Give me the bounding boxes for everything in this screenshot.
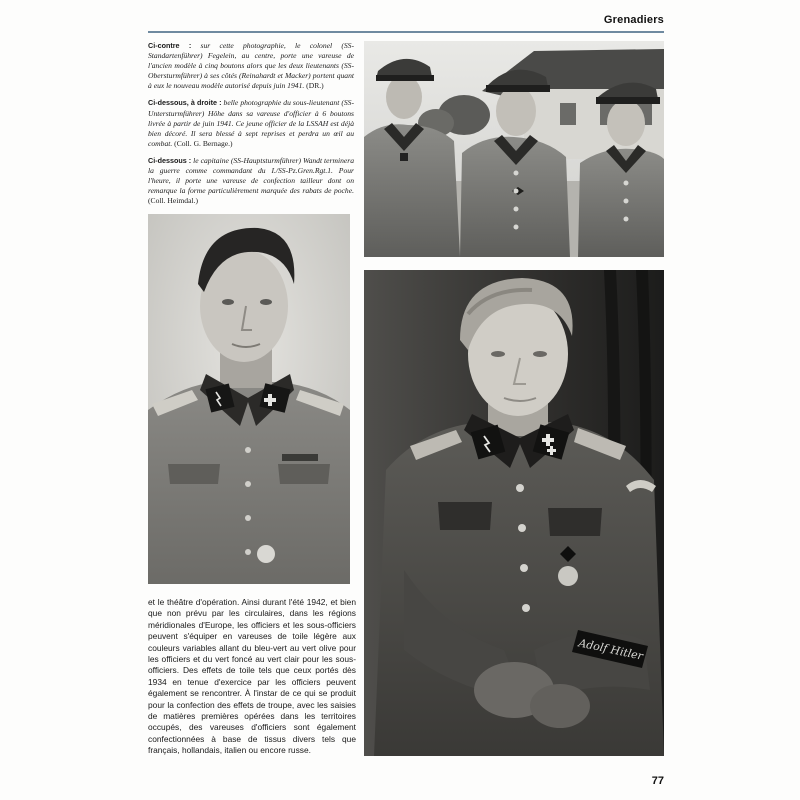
page-number: 77 xyxy=(651,775,664,787)
group-officers-image xyxy=(364,41,664,257)
caption-body: le capitaine (SS-Hauptsturmführer) Wandt terminera la guerre comme commandant du I./SS-Pz.Gren.Rgt.1. Pour l'heure, il porte une vareuse de confection tailleur dont on remarque la forme particulièrement marquée des rabats de poche. xyxy=(148,155,354,196)
article-body-text: et le théâtre d'opération. Ainsi durant l'été 1942, et bien que non prévu par les circulaires, dans les régions méridionales d'Europe, les officiers et les sous-officiers peuvent s'équiper en vareuses de toile légère aux couleurs variables allant du bleu-vert au vert olive pour les officiers et du vert foncé au vert clair pour les sous-officiers. Des effets de toile tels que ceux portés dès 1934 en tenue d'exercice par les officiers peuvent également se rencontrer. À l'instar de ce qui se produit pour la confection des effets de troupe, avec les saisies de matières premières opérées dans les territoires occupés, des vareuses d'officiers sont également confectionnées à base de tissus divers tels que français, hollandais, italien ou encore russe. xyxy=(148,597,356,756)
caption-ci-contre xyxy=(148,41,354,91)
caption-ci-dessous-droite xyxy=(148,98,354,148)
caption-body: sur cette photographie, le colonel (SS-Standartenführer) Fegelein, au centre, porte une vareuse de l'ancien modèle à cinq boutons alors que les deux lieutenants (SS-Obersturmführer) à ses côtés (Reinahardt et Macker) portent quant à eux le nouveau modèle autorisé depuis juin 1941. xyxy=(148,41,355,91)
portrait-hohe-photo xyxy=(364,270,664,756)
section-title: Grenadiers xyxy=(603,14,664,26)
caption-lead: Ci-contre : xyxy=(148,41,192,50)
caption-credit: (DR.) xyxy=(304,81,324,91)
portrait-wandt-photo xyxy=(148,214,350,584)
portrait-wandt-image xyxy=(148,214,350,584)
caption-body: belle photographie du sous-lieutenant (SS-Untersturmführer) Höhe dans sa vareuse d'officier à 6 boutons livrée à partir de juin 1941. Ce jeune officier de la LSSAH est déjà bien décoré. Il sera blessé à sept reprises et perdra un œil au combat. xyxy=(148,98,354,148)
caption-ci-dessous xyxy=(148,156,354,206)
caption-credit: (Coll. G. Bernage.) xyxy=(172,138,233,148)
cuff-title-text: Adolf Hitler xyxy=(577,636,645,663)
group-officers-photo xyxy=(364,41,664,257)
header-rule xyxy=(148,31,664,33)
caption-lead: Ci-dessous, à droite : xyxy=(148,98,222,108)
caption-credit: (Coll. Heimdal.) xyxy=(148,196,198,206)
caption-lead: Ci-dessous : xyxy=(148,155,192,165)
portrait-hohe-image xyxy=(364,270,664,756)
caption-column xyxy=(148,41,354,213)
